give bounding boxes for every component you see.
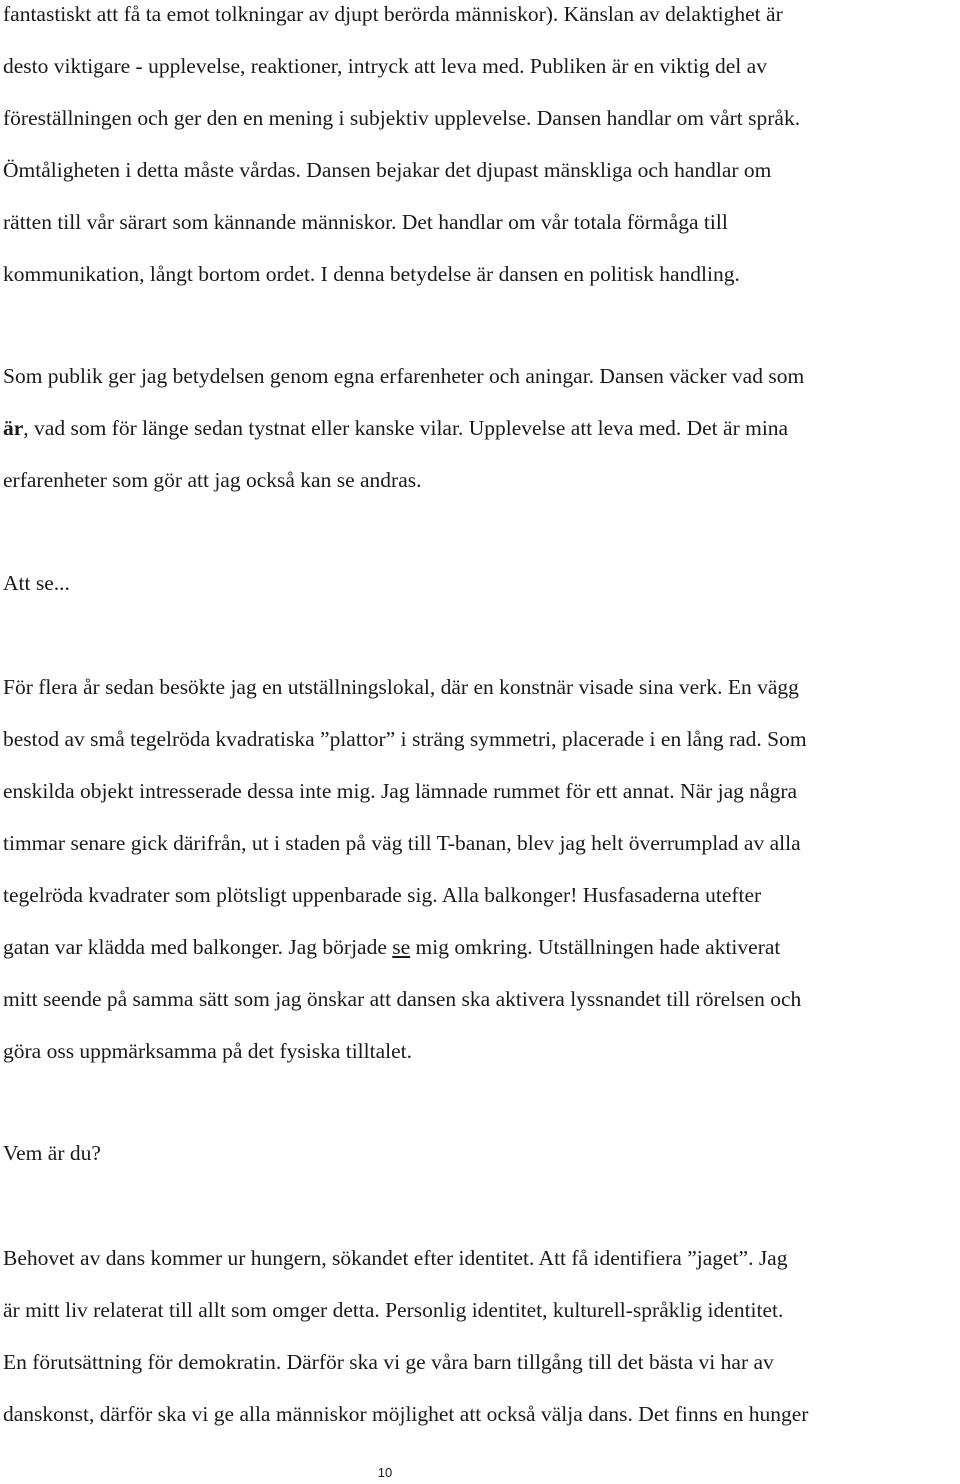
text-line: desto viktigare - upplevelse, reaktioner, intryck att leva med. Publiken är en viktig del av: [3, 54, 767, 78]
text-line: enskilda objekt intresserade dessa inte mig. Jag lämnade rummet för ett annat. När jag några: [3, 779, 798, 803]
section-heading-vem-ar-du: Vem är du?: [3, 1141, 101, 1165]
text-line: mig omkring. Utställningen hade aktiverat: [410, 935, 781, 959]
text-line: För flera år sedan besökte jag en utställningslokal, där en konstnär visade sina verk. En vägg: [3, 675, 799, 699]
underlined-word: se: [392, 935, 411, 959]
bold-word: är: [3, 416, 24, 440]
paragraph-delaktighet: [3, 0, 800, 300]
text-line: rätten till vår särart som kännande människor. Det handlar om vår totala förmåga till: [3, 210, 728, 234]
text-line: är mitt liv relaterat till allt som omger detta. Personlig identitet, kulturell-språklig identitet.: [3, 1298, 784, 1322]
text-line: timmar senare gick därifrån, ut i staden på väg till T-banan, blev jag helt överrumplad av alla: [3, 831, 801, 855]
text-line: Ömtåligheten i detta måste vårdas. Dansen bejakar det djupast mänskliga och handlar om: [3, 158, 772, 182]
text-line: fantastiskt att få ta emot tolkningar av djupt berörda människor). Känslan av delaktighet är: [3, 2, 783, 26]
text-line: tegelröda kvadrater som plötsligt uppenbarade sig. Alla balkonger! Husfasaderna utefter: [3, 883, 762, 907]
text-line: göra oss uppmärksamma på det fysiska tilltalet.: [3, 1039, 413, 1063]
text-line: gatan var klädda med balkonger. Jag började: [3, 935, 393, 959]
paragraph-publik: [3, 350, 804, 506]
text-line: danskonst, därför ska vi ge alla människor möjlighet att också välja dans. Det finns en hunger: [3, 1402, 809, 1426]
paragraph-identitet: [3, 1232, 808, 1440]
text-line: , vad som för länge sedan tystnat eller kanske vilar. Upplevelse att leva med. Det är mina: [23, 416, 789, 440]
section-heading-att-se: Att se...: [3, 571, 70, 595]
text-line: kommunikation, långt bortom ordet. I denna betydelse är dansen en politisk handling.: [3, 262, 740, 286]
text-line: En förutsättning för demokratin. Därför ska vi ge våra barn tillgång till det bästa vi har av: [3, 1350, 774, 1374]
text-line: erfarenheter som gör att jag också kan se andras.: [3, 468, 422, 492]
page-number: 10: [377, 1465, 393, 1480]
text-line: Behovet av dans kommer ur hungern, sökandet efter identitet. Att få identifiera ”jaget”. Jag: [3, 1246, 788, 1270]
text-line: Som publik ger jag betydelsen genom egna erfarenheter och aningar. Dansen väcker vad som: [3, 364, 805, 388]
text-line: bestod av små tegelröda kvadratiska ”plattor” i sträng symmetri, placerade i en lång rad. Som: [3, 727, 807, 751]
text-line: föreställningen och ger den en mening i subjektiv upplevelse. Dansen handlar om vårt språk.: [3, 106, 801, 130]
text-line: mitt seende på samma sätt som jag önskar att dansen ska aktivera lyssnandet till rörelsen och: [3, 987, 802, 1011]
paragraph-utstallning: [3, 661, 807, 1077]
